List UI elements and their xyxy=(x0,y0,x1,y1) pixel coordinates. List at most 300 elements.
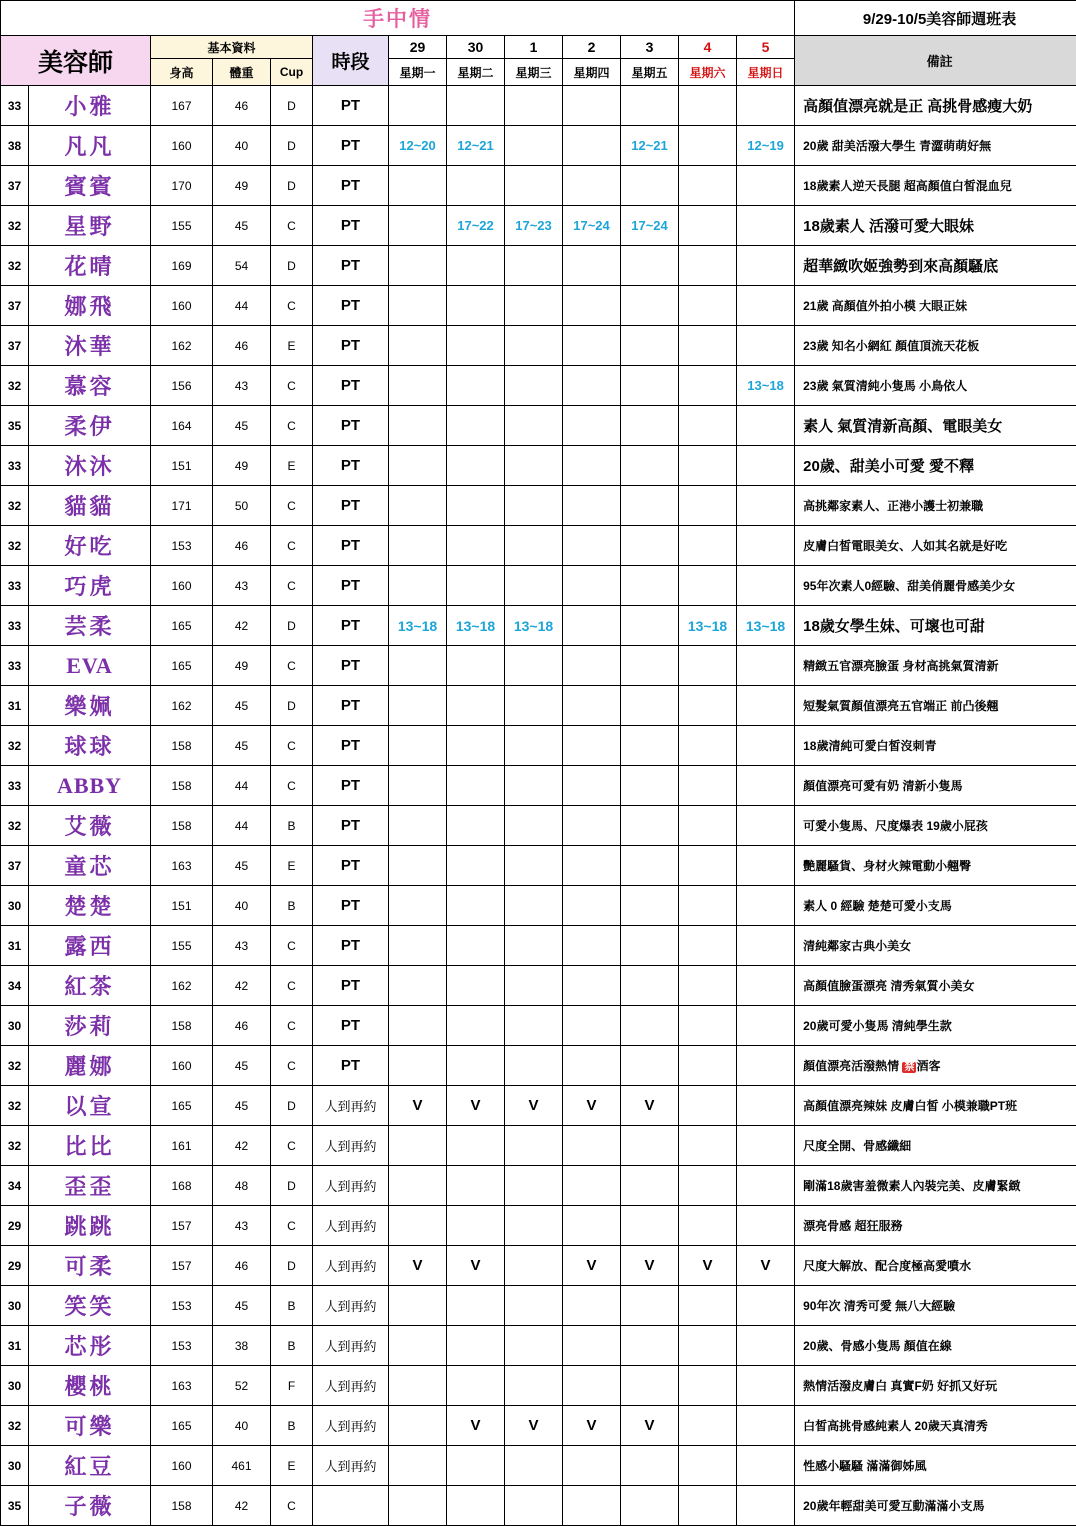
row-weight: 42 xyxy=(213,606,271,646)
row-no: 34 xyxy=(1,1166,29,1206)
table-row xyxy=(1,726,1076,766)
row-day-4: V xyxy=(621,1246,679,1286)
row-day-0 xyxy=(389,446,447,486)
row-day-0 xyxy=(389,326,447,366)
row-day-5 xyxy=(679,1206,737,1246)
header-day-name-6: 星期日 xyxy=(737,59,795,86)
row-note: 高顏值臉蛋漂亮 清秀氣質小美女 xyxy=(795,966,1076,1006)
row-note: 高挑鄰家素人、正港小護士初兼職 xyxy=(795,486,1076,526)
row-weight: 54 xyxy=(213,246,271,286)
row-day-4 xyxy=(621,1046,679,1086)
row-day-4 xyxy=(621,646,679,686)
row-day-0 xyxy=(389,966,447,1006)
row-height: 153 xyxy=(151,1326,213,1366)
row-note: 高顏值漂亮辣妹 皮膚白皙 小模兼職PT班 xyxy=(795,1086,1076,1126)
row-no: 30 xyxy=(1,1286,29,1326)
row-day-1 xyxy=(447,1486,505,1526)
row-day-3: V xyxy=(563,1246,621,1286)
row-day-0: 12~20 xyxy=(389,126,447,166)
row-day-0 xyxy=(389,1286,447,1326)
row-day-2 xyxy=(505,886,563,926)
row-height: 156 xyxy=(151,366,213,406)
row-no: 32 xyxy=(1,526,29,566)
row-day-3 xyxy=(563,886,621,926)
row-day-2 xyxy=(505,1046,563,1086)
row-day-2 xyxy=(505,446,563,486)
row-day-6: 12~19 xyxy=(737,126,795,166)
row-height: 162 xyxy=(151,686,213,726)
row-day-5 xyxy=(679,726,737,766)
row-note: 尺度全開、骨感纖細 xyxy=(795,1126,1076,1166)
row-name: 芸柔 xyxy=(29,606,151,646)
row-day-5 xyxy=(679,1046,737,1086)
row-no: 33 xyxy=(1,446,29,486)
row-day-1 xyxy=(447,1326,505,1366)
row-day-0 xyxy=(389,526,447,566)
row-height: 162 xyxy=(151,326,213,366)
row-name: 麗娜 xyxy=(29,1046,151,1086)
row-day-2 xyxy=(505,86,563,126)
row-weight: 49 xyxy=(213,446,271,486)
row-name: 紅茶 xyxy=(29,966,151,1006)
row-day-0 xyxy=(389,1486,447,1526)
table-row xyxy=(1,1326,1076,1366)
row-day-6 xyxy=(737,326,795,366)
row-name: 樂姵 xyxy=(29,686,151,726)
table-row xyxy=(1,1406,1076,1446)
table-row xyxy=(1,1086,1076,1126)
row-shift: PT xyxy=(313,86,389,126)
row-note: 18歲清純可愛白皙沒刺青 xyxy=(795,726,1076,766)
row-cup: D xyxy=(271,126,313,166)
row-day-4 xyxy=(621,1206,679,1246)
row-note: 可愛小隻馬、尺度爆表 19歲小屁孩 xyxy=(795,806,1076,846)
row-name: 芯彤 xyxy=(29,1326,151,1366)
row-day-1: 13~18 xyxy=(447,606,505,646)
row-name: 花晴 xyxy=(29,246,151,286)
row-note: 20歲 甜美活潑大學生 青澀萌萌好無 xyxy=(795,126,1076,166)
row-day-6 xyxy=(737,846,795,886)
row-height: 161 xyxy=(151,1126,213,1166)
row-shift: 人到再約 xyxy=(313,1366,389,1406)
header-day-name-0: 星期一 xyxy=(389,59,447,86)
row-day-3 xyxy=(563,126,621,166)
row-day-4 xyxy=(621,846,679,886)
row-weight: 48 xyxy=(213,1166,271,1206)
row-note: 顏值漂亮可愛有奶 清新小隻馬 xyxy=(795,766,1076,806)
row-no: 35 xyxy=(1,1486,29,1526)
row-day-5 xyxy=(679,966,737,1006)
row-no: 32 xyxy=(1,1046,29,1086)
row-shift: PT xyxy=(313,606,389,646)
row-shift: PT xyxy=(313,966,389,1006)
header-day-num-3: 2 xyxy=(563,36,621,59)
row-no: 32 xyxy=(1,246,29,286)
row-day-1 xyxy=(447,846,505,886)
row-shift: 人到再約 xyxy=(313,1406,389,1446)
row-name: 莎莉 xyxy=(29,1006,151,1046)
row-day-3 xyxy=(563,366,621,406)
row-height: 163 xyxy=(151,846,213,886)
row-weight: 50 xyxy=(213,486,271,526)
row-no: 29 xyxy=(1,1206,29,1246)
row-day-1 xyxy=(447,166,505,206)
row-day-1 xyxy=(447,566,505,606)
row-shift xyxy=(313,1486,389,1526)
row-height: 158 xyxy=(151,806,213,846)
table-row xyxy=(1,126,1076,166)
row-day-5 xyxy=(679,1286,737,1326)
row-weight: 42 xyxy=(213,1486,271,1526)
row-height: 153 xyxy=(151,526,213,566)
row-shift: PT xyxy=(313,806,389,846)
row-day-1 xyxy=(447,1166,505,1206)
row-day-5 xyxy=(679,886,737,926)
row-height: 160 xyxy=(151,1446,213,1486)
row-day-2 xyxy=(505,486,563,526)
row-note: 21歲 高顏值外拍小模 大眼正妹 xyxy=(795,286,1076,326)
row-note: 精緻五官漂亮臉蛋 身材高挑氣質清新 xyxy=(795,646,1076,686)
row-day-6 xyxy=(737,166,795,206)
row-day-6 xyxy=(737,766,795,806)
row-day-3 xyxy=(563,1486,621,1526)
row-day-6 xyxy=(737,566,795,606)
row-height: 171 xyxy=(151,486,213,526)
table-row xyxy=(1,526,1076,566)
row-no: 30 xyxy=(1,1006,29,1046)
row-shift: PT xyxy=(313,286,389,326)
row-no: 32 xyxy=(1,1126,29,1166)
row-day-4 xyxy=(621,966,679,1006)
row-day-6 xyxy=(737,526,795,566)
row-shift: PT xyxy=(313,726,389,766)
row-no: 30 xyxy=(1,1366,29,1406)
row-day-1 xyxy=(447,1046,505,1086)
row-note: 95年次素人0經驗、甜美俏麗骨感美少女 xyxy=(795,566,1076,606)
row-name: 比比 xyxy=(29,1126,151,1166)
row-day-4 xyxy=(621,726,679,766)
row-shift: 人到再約 xyxy=(313,1286,389,1326)
row-day-0 xyxy=(389,646,447,686)
row-cup: B xyxy=(271,1406,313,1446)
row-day-4 xyxy=(621,1446,679,1486)
row-day-0 xyxy=(389,486,447,526)
row-shift: PT xyxy=(313,686,389,726)
row-height: 158 xyxy=(151,766,213,806)
note-badge: 禁 xyxy=(902,1062,916,1073)
row-no: 32 xyxy=(1,366,29,406)
row-day-1 xyxy=(447,1446,505,1486)
header-basic-info: 基本資料 xyxy=(151,36,313,59)
row-day-5 xyxy=(679,926,737,966)
table-row xyxy=(1,886,1076,926)
row-cup: C xyxy=(271,286,313,326)
row-day-0 xyxy=(389,1166,447,1206)
row-weight: 45 xyxy=(213,1286,271,1326)
row-cup: C xyxy=(271,1126,313,1166)
row-day-1: V xyxy=(447,1246,505,1286)
row-cup: E xyxy=(271,326,313,366)
row-day-6 xyxy=(737,1126,795,1166)
row-cup: C xyxy=(271,726,313,766)
row-day-1 xyxy=(447,246,505,286)
row-day-6 xyxy=(737,1326,795,1366)
row-name: 娜飛 xyxy=(29,286,151,326)
row-day-6: 13~18 xyxy=(737,606,795,646)
row-day-5 xyxy=(679,646,737,686)
row-no: 33 xyxy=(1,766,29,806)
row-note: 短髮氣質顏值漂亮五官端正 前凸後翹 xyxy=(795,686,1076,726)
row-day-2 xyxy=(505,166,563,206)
row-note: 超華緻吹姬強勢到來高顏騷底 xyxy=(795,246,1076,286)
row-day-3 xyxy=(563,1446,621,1486)
row-day-6 xyxy=(737,486,795,526)
row-height: 165 xyxy=(151,1406,213,1446)
header-day-num-4: 3 xyxy=(621,36,679,59)
row-day-6 xyxy=(737,966,795,1006)
row-note: 清純鄰家古典小美女 xyxy=(795,926,1076,966)
row-day-5 xyxy=(679,686,737,726)
row-shift: PT xyxy=(313,566,389,606)
row-cup: D xyxy=(271,606,313,646)
row-shift: PT xyxy=(313,446,389,486)
row-day-0 xyxy=(389,406,447,446)
row-day-4 xyxy=(621,806,679,846)
row-name: 賓賓 xyxy=(29,166,151,206)
row-height: 167 xyxy=(151,86,213,126)
row-cup: D xyxy=(271,166,313,206)
row-day-5 xyxy=(679,286,737,326)
row-day-0 xyxy=(389,1006,447,1046)
row-cup: C xyxy=(271,1006,313,1046)
row-day-1 xyxy=(447,1206,505,1246)
row-day-0 xyxy=(389,166,447,206)
row-no: 37 xyxy=(1,166,29,206)
row-day-2 xyxy=(505,926,563,966)
row-note: 20歲、骨感小隻馬 顏值在線 xyxy=(795,1326,1076,1366)
table-row xyxy=(1,446,1076,486)
row-note: 剛滿18歲害羞微素人內裝完美、皮膚緊緻 xyxy=(795,1166,1076,1206)
row-day-3 xyxy=(563,166,621,206)
table-row xyxy=(1,206,1076,246)
table-row xyxy=(1,686,1076,726)
row-day-4 xyxy=(621,86,679,126)
row-day-0 xyxy=(389,246,447,286)
row-day-6 xyxy=(737,726,795,766)
table-body xyxy=(1,86,1076,1526)
row-name: 球球 xyxy=(29,726,151,766)
table-row xyxy=(1,606,1076,646)
row-height: 151 xyxy=(151,446,213,486)
table-row xyxy=(1,1246,1076,1286)
row-day-2 xyxy=(505,526,563,566)
row-day-3 xyxy=(563,1126,621,1166)
row-day-0 xyxy=(389,926,447,966)
table-row xyxy=(1,926,1076,966)
table-row xyxy=(1,846,1076,886)
table-row xyxy=(1,1126,1076,1166)
row-day-3 xyxy=(563,686,621,726)
row-no: 32 xyxy=(1,1406,29,1446)
row-cup: C xyxy=(271,966,313,1006)
row-day-2 xyxy=(505,846,563,886)
row-day-6 xyxy=(737,406,795,446)
row-day-3: V xyxy=(563,1406,621,1446)
row-day-1: V xyxy=(447,1406,505,1446)
row-day-3 xyxy=(563,1006,621,1046)
row-no: 33 xyxy=(1,646,29,686)
row-name: 笑笑 xyxy=(29,1286,151,1326)
row-weight: 42 xyxy=(213,966,271,1006)
row-day-2 xyxy=(505,126,563,166)
row-name: 童芯 xyxy=(29,846,151,886)
row-note: 23歲 知名小網紅 顏值頂流天花板 xyxy=(795,326,1076,366)
row-day-3 xyxy=(563,1046,621,1086)
row-day-4 xyxy=(621,1366,679,1406)
row-day-3 xyxy=(563,1166,621,1206)
row-day-5 xyxy=(679,486,737,526)
row-cup: D xyxy=(271,686,313,726)
row-cup: B xyxy=(271,806,313,846)
row-no: 33 xyxy=(1,566,29,606)
header-note: 備註 xyxy=(795,36,1076,86)
row-day-5: V xyxy=(679,1246,737,1286)
row-day-3 xyxy=(563,966,621,1006)
row-name: 可樂 xyxy=(29,1406,151,1446)
row-no: 35 xyxy=(1,406,29,446)
row-cup: D xyxy=(271,86,313,126)
row-day-6 xyxy=(737,1406,795,1446)
row-name: 凡凡 xyxy=(29,126,151,166)
header-weight: 體重 xyxy=(213,59,271,86)
row-day-1 xyxy=(447,686,505,726)
row-weight: 49 xyxy=(213,646,271,686)
row-day-0 xyxy=(389,1326,447,1366)
row-day-5 xyxy=(679,566,737,606)
row-name: 歪歪 xyxy=(29,1166,151,1206)
row-weight: 44 xyxy=(213,766,271,806)
row-day-6 xyxy=(737,806,795,846)
row-no: 34 xyxy=(1,966,29,1006)
row-day-4 xyxy=(621,1486,679,1526)
row-day-6 xyxy=(737,886,795,926)
row-height: 157 xyxy=(151,1246,213,1286)
row-day-6 xyxy=(737,1046,795,1086)
row-note: 尺度大解放、配合度極高愛噴水 xyxy=(795,1246,1076,1286)
header-day-num-5: 4 xyxy=(679,36,737,59)
week-title: 9/29-10/5美容師週班表 xyxy=(795,1,1076,36)
row-day-1 xyxy=(447,646,505,686)
row-height: 157 xyxy=(151,1206,213,1246)
brand-title: 手中情 xyxy=(363,7,432,31)
row-no: 31 xyxy=(1,1326,29,1366)
row-day-1 xyxy=(447,486,505,526)
row-day-0 xyxy=(389,766,447,806)
row-day-6 xyxy=(737,1086,795,1126)
row-no: 32 xyxy=(1,726,29,766)
row-day-3 xyxy=(563,1286,621,1326)
row-height: 160 xyxy=(151,286,213,326)
row-day-3 xyxy=(563,846,621,886)
row-shift: PT xyxy=(313,166,389,206)
row-note: 20歲年輕甜美可愛互動滿滿小支馬 xyxy=(795,1486,1076,1526)
row-day-5 xyxy=(679,1006,737,1046)
row-weight: 45 xyxy=(213,206,271,246)
row-day-5 xyxy=(679,446,737,486)
header-height: 身高 xyxy=(151,59,213,86)
row-day-6 xyxy=(737,1486,795,1526)
row-height: 165 xyxy=(151,646,213,686)
row-day-4 xyxy=(621,366,679,406)
row-no: 32 xyxy=(1,806,29,846)
row-cup: C xyxy=(271,766,313,806)
row-day-6 xyxy=(737,646,795,686)
row-shift: PT xyxy=(313,926,389,966)
row-cup: D xyxy=(271,246,313,286)
row-day-2 xyxy=(505,406,563,446)
table-row xyxy=(1,1446,1076,1486)
row-day-4 xyxy=(621,326,679,366)
header-day-num-0: 29 xyxy=(389,36,447,59)
row-height: 163 xyxy=(151,1366,213,1406)
row-day-0: V xyxy=(389,1086,447,1126)
row-day-3 xyxy=(563,766,621,806)
row-day-3 xyxy=(563,1366,621,1406)
row-day-6 xyxy=(737,926,795,966)
row-shift: PT xyxy=(313,766,389,806)
table-row xyxy=(1,1166,1076,1206)
row-day-6 xyxy=(737,246,795,286)
row-day-2 xyxy=(505,1166,563,1206)
row-name: 可柔 xyxy=(29,1246,151,1286)
row-name: 露西 xyxy=(29,926,151,966)
row-cup: D xyxy=(271,1166,313,1206)
row-day-2 xyxy=(505,1326,563,1366)
row-day-4 xyxy=(621,246,679,286)
row-cup: F xyxy=(271,1366,313,1406)
row-day-2 xyxy=(505,806,563,846)
row-name: 以宣 xyxy=(29,1086,151,1126)
row-day-4: 17~24 xyxy=(621,206,679,246)
row-day-1 xyxy=(447,726,505,766)
row-shift: PT xyxy=(313,406,389,446)
row-no: 37 xyxy=(1,326,29,366)
table-header xyxy=(1,1,1076,86)
header-cup: Cup xyxy=(271,59,313,86)
row-no: 38 xyxy=(1,126,29,166)
row-day-3 xyxy=(563,606,621,646)
row-day-1 xyxy=(447,766,505,806)
row-weight: 38 xyxy=(213,1326,271,1366)
row-note: 漂亮骨感 超狂服務 xyxy=(795,1206,1076,1246)
row-day-0 xyxy=(389,1406,447,1446)
row-name: 子薇 xyxy=(29,1486,151,1526)
row-shift: PT xyxy=(313,526,389,566)
row-day-5 xyxy=(679,766,737,806)
row-height: 153 xyxy=(151,1286,213,1326)
header-day-name-3: 星期四 xyxy=(563,59,621,86)
row-shift: 人到再約 xyxy=(313,1166,389,1206)
row-weight: 43 xyxy=(213,366,271,406)
row-day-6 xyxy=(737,1446,795,1486)
row-height: 158 xyxy=(151,1486,213,1526)
row-day-4 xyxy=(621,526,679,566)
row-note: 20歲、甜美小可愛 愛不釋 xyxy=(795,446,1076,486)
row-day-3 xyxy=(563,806,621,846)
table-row xyxy=(1,1286,1076,1326)
row-day-3 xyxy=(563,726,621,766)
table-row xyxy=(1,646,1076,686)
